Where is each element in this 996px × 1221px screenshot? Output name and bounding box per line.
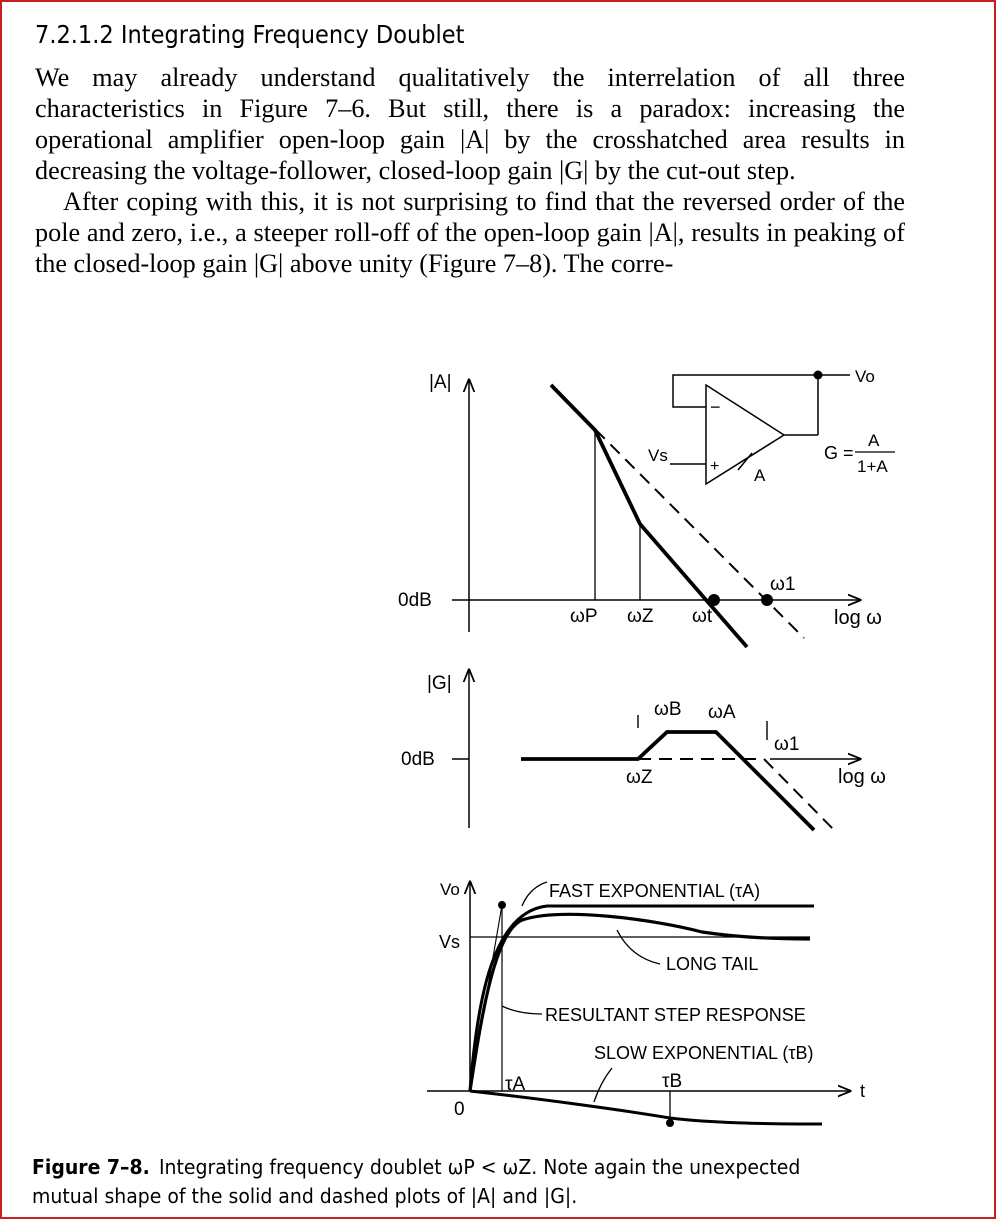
wb-label: ωB — [654, 699, 682, 720]
formula-numerator: A — [868, 431, 880, 450]
y-axis-label: |G| — [427, 673, 452, 694]
wt-dot — [708, 594, 720, 606]
vo-label: Vo — [440, 880, 460, 899]
solid-closed-loop-curve — [521, 732, 814, 830]
vs-label: Vs — [648, 446, 668, 465]
slow-exponential-leader — [594, 1068, 612, 1102]
gain-label: A — [754, 466, 766, 485]
w1-dot — [761, 594, 773, 606]
plus-terminal: + — [710, 458, 720, 475]
feedback-wire — [673, 375, 818, 407]
w1-label: ω1 — [770, 574, 796, 595]
long-tail-annotation: LONG TAIL — [666, 954, 759, 974]
fast-exponential-curve — [470, 906, 814, 1091]
resultant-annotation: RESULTANT STEP RESPONSE — [545, 1005, 806, 1025]
paragraph: After coping with this, it is not surprising to find that the reversed order of the pole and zero, i.e., a steeper roll-off of the open-loop gain |A|, results in peaking of the closed-loop gain |G| above unity (Figure 7–8). The corre- — [35, 187, 905, 278]
formula-denominator: 1+A — [857, 457, 888, 476]
output-node-dot — [814, 371, 823, 380]
caption-label: Figure 7–8. — [32, 1155, 150, 1179]
wz-label: ωZ — [627, 606, 654, 627]
vs-label: Vs — [439, 932, 461, 952]
origin-label: 0 — [454, 1099, 465, 1120]
fast-exponential-leader — [522, 882, 547, 906]
y-axis-label: |A| — [429, 372, 452, 393]
formula-lhs: G = — [824, 443, 854, 463]
vo-label: Vo — [855, 367, 875, 386]
tau-b-label: τB — [662, 1071, 683, 1092]
slow-exponential-curve — [470, 1091, 822, 1124]
opamp-schematic — [648, 367, 895, 485]
caption-text: Integrating frequency doublet ωP < ωZ. Note again the unexpected mutual shape of the solid and dashed plots of |A| and |G|. — [32, 1155, 801, 1208]
zero-db-label: 0dB — [398, 590, 432, 611]
figure-7-8 — [2, 2, 996, 1221]
figure-caption — [32, 1153, 842, 1211]
w1-label: ω1 — [774, 734, 800, 755]
tau-a-label: τA — [505, 1074, 526, 1095]
dashed-closed-loop-rolloff — [764, 759, 836, 832]
x-axis-label: log ω — [834, 607, 882, 629]
slow-exponential-annotation: SLOW EXPONENTIAL (τB) — [594, 1043, 814, 1063]
tau-a-dot — [498, 901, 506, 909]
wp-label: ωP — [570, 606, 598, 627]
paragraph: We may already understand qualitatively the interrelation of all three characteristics in Figure 7–6. But still, there is a paradox: increasing the operational amplifier open-loop gain |A| by the crosshatched area results in decreasing the voltage-follower, closed-loop gain |G| by the cut-out step. — [35, 63, 905, 185]
wz-label: ωZ — [626, 767, 653, 788]
minus-terminal: − — [710, 397, 721, 417]
resultant-leader — [502, 1006, 542, 1014]
x-axis-label: log ω — [838, 766, 886, 788]
section-title: Integrating Frequency Doublet — [120, 20, 465, 49]
tau-b-dot — [666, 1119, 674, 1127]
wt-label: ωt — [692, 606, 713, 627]
gain-tick — [738, 453, 752, 470]
step-response-plot — [427, 880, 865, 1127]
section-number: 7.2.1.2 — [35, 20, 114, 49]
fast-exponential-annotation: FAST EXPONENTIAL (τA) — [549, 881, 761, 901]
open-loop-gain-plot — [398, 372, 882, 647]
t-axis-label: t — [860, 1081, 866, 1101]
closed-loop-gain-plot — [401, 670, 886, 832]
long-tail-leader — [617, 930, 660, 964]
wa-label: ωA — [708, 702, 736, 723]
resultant-step-curve — [470, 914, 810, 1091]
zero-db-label: 0dB — [401, 749, 435, 770]
